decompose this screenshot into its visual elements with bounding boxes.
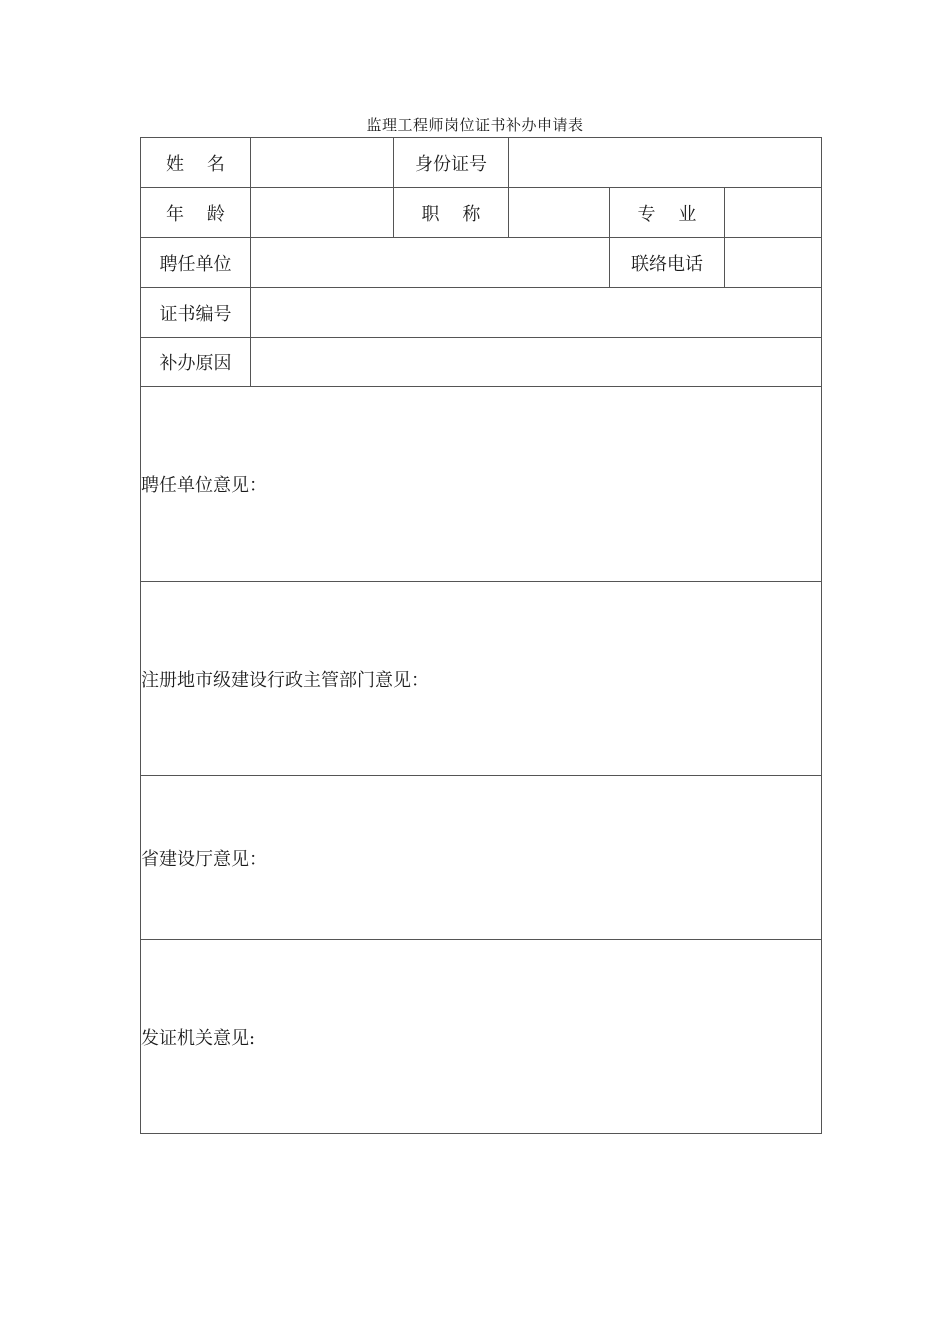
name-label: 姓 名	[141, 138, 251, 188]
name-field[interactable]	[251, 138, 394, 188]
certificate-number-field[interactable]	[251, 288, 822, 338]
row-employer	[141, 238, 822, 288]
employer-opinion-box[interactable]	[141, 387, 822, 582]
issuer-opinion-box[interactable]	[141, 940, 822, 1134]
city-authority-opinion-label: 注册地市级建设行政主管部门意见：	[141, 669, 429, 691]
province-opinion-box[interactable]	[141, 776, 822, 940]
job-title-field[interactable]	[509, 188, 610, 238]
specialty-field[interactable]	[725, 188, 822, 238]
application-form-table	[140, 137, 822, 1134]
row-employer-opinion	[141, 387, 822, 582]
phone-field[interactable]	[725, 238, 822, 288]
issuer-opinion-label: 发证机关意见:	[141, 1027, 256, 1049]
specialty-label: 专 业	[610, 188, 725, 238]
certificate-number-label: 证书编号	[141, 288, 251, 338]
reissue-reason-field[interactable]	[251, 338, 822, 387]
row-issuer-opinion	[141, 940, 822, 1134]
row-certificate	[141, 288, 822, 338]
city-authority-opinion-box[interactable]	[141, 582, 822, 776]
row-age	[141, 188, 822, 238]
page-title: 监理工程师岗位证书补办申请表	[366, 116, 584, 134]
row-province-opinion	[141, 776, 822, 940]
row-name	[141, 138, 822, 188]
row-reason	[141, 338, 822, 387]
province-opinion-label: 省建设厅意见：	[141, 848, 267, 870]
phone-label: 联络电话	[610, 238, 725, 288]
age-field[interactable]	[251, 188, 394, 238]
employer-field[interactable]	[251, 238, 610, 288]
employer-label: 聘任单位	[141, 238, 251, 288]
row-city-opinion	[141, 582, 822, 776]
id-number-label: 身份证号	[394, 138, 509, 188]
employer-opinion-label: 聘任单位意见：	[141, 475, 267, 496]
age-label: 年 龄	[141, 188, 251, 238]
id-number-field[interactable]	[509, 138, 822, 188]
reissue-reason-label: 补办原因	[141, 338, 251, 387]
job-title-label: 职 称	[394, 188, 509, 238]
